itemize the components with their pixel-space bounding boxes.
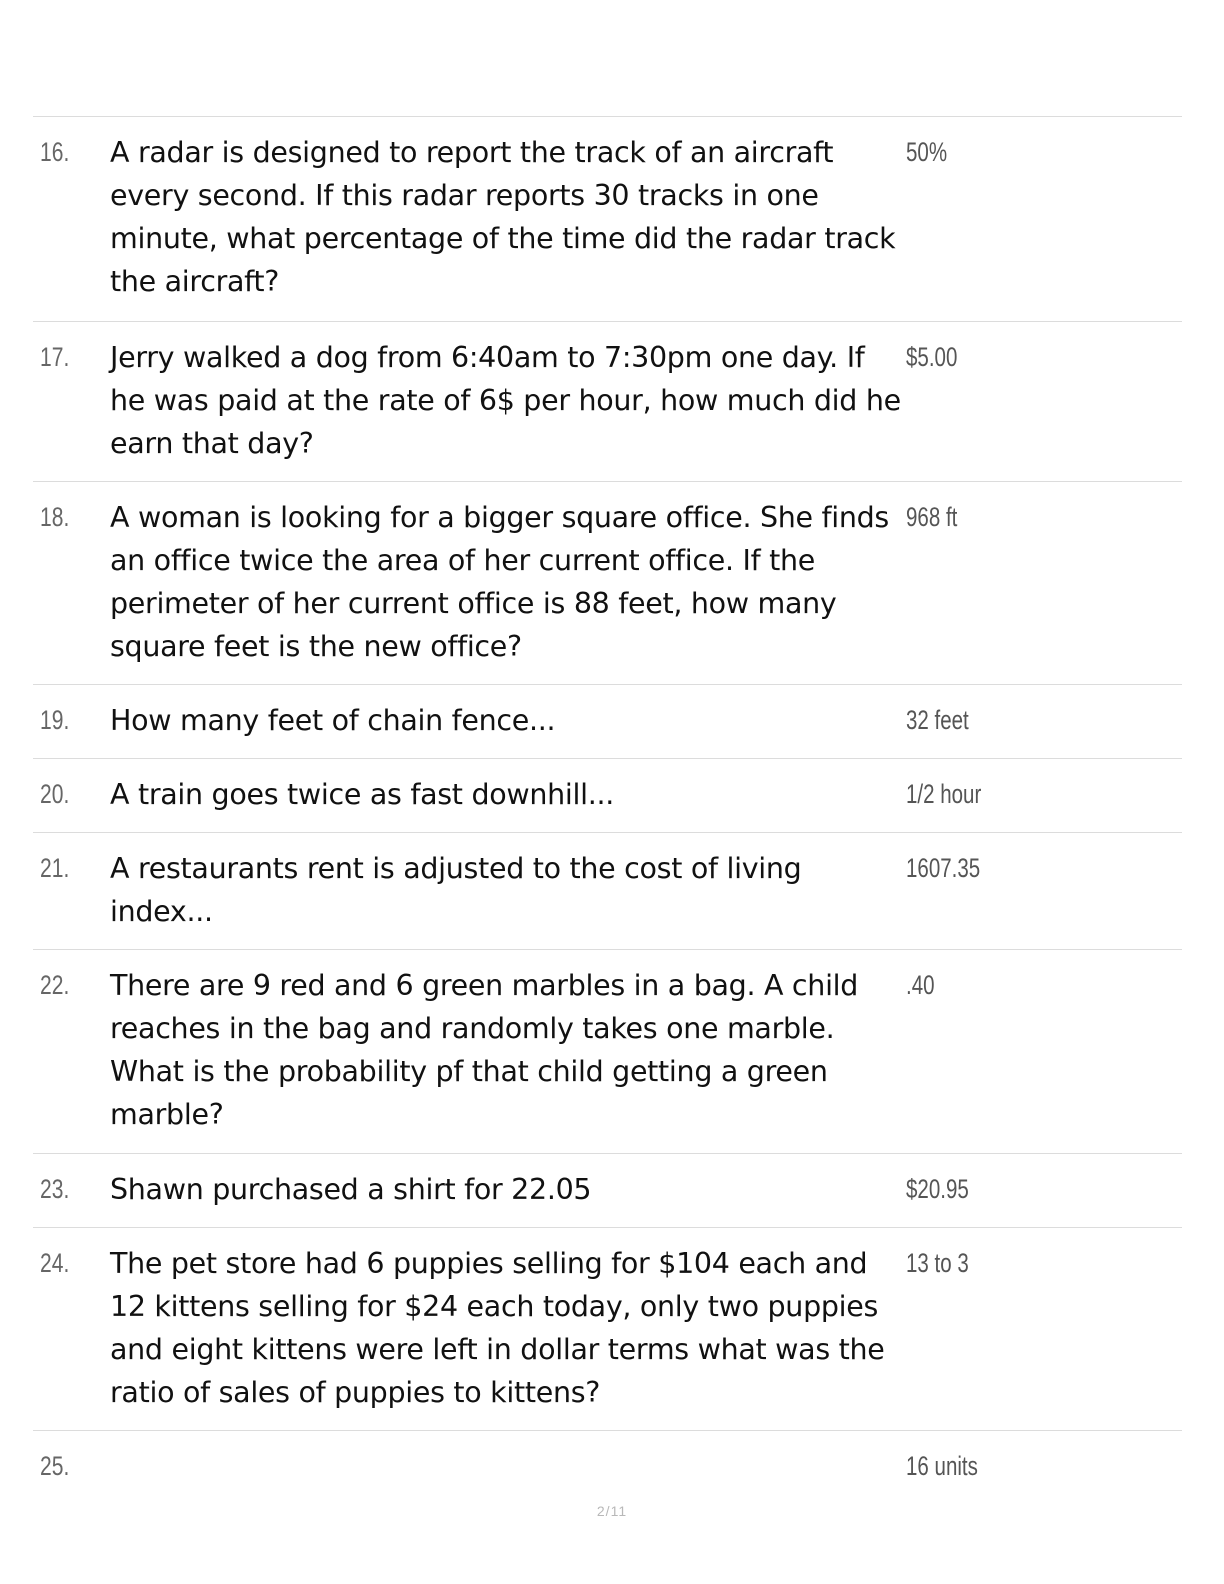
problem-answer: 16 units [906, 1451, 978, 1481]
problem-number: 24. [40, 1248, 70, 1278]
problem-row [33, 759, 1182, 833]
problem-number: 23. [40, 1174, 70, 1204]
problem-row [33, 1431, 1182, 1503]
problem-answer: .40 [906, 970, 935, 1000]
problem-number: 21. [40, 853, 70, 883]
problem-question: A train goes twice as fast downhill... [110, 778, 615, 811]
problem-answer: $20.95 [906, 1174, 969, 1204]
problem-number: 20. [40, 779, 70, 809]
problem-question: A restaurants rent is adjusted to the cost of living index... [110, 852, 802, 928]
problem-number: 16. [40, 137, 70, 167]
problem-question: A radar is designed to report the track of an aircraft every second. If this radar reports 30 tracks in one minute, what percentage of the time did the radar track the aircraft? [110, 136, 896, 298]
problem-row [33, 685, 1182, 759]
problem-question: There are 9 red and 6 green marbles in a bag. A child reaches in the bag and randomly takes one marble. What is the probability pf that child getting a green marble? [110, 969, 859, 1131]
problem-question: Jerry walked a dog from 6:40am to 7:30pm one day. If he was paid at the rate of 6$ per hour, how much did he earn that day? [110, 341, 901, 460]
problem-row [33, 950, 1182, 1154]
problem-row [33, 117, 1182, 322]
problem-answer: 1607.35 [906, 853, 981, 883]
problem-answer: 13 to 3 [906, 1248, 969, 1278]
problem-answer: $5.00 [906, 342, 958, 372]
problem-row [33, 1228, 1182, 1431]
problem-number: 17. [40, 342, 70, 372]
problem-question: How many feet of chain fence... [110, 704, 556, 737]
problem-answer: 32 feet [906, 705, 969, 735]
problem-question: The pet store had 6 puppies selling for $104 each and 12 kittens selling for $24 each today, only two puppies and eight kittens were left in dollar terms what was the ratio of sales of puppies to kittens? [110, 1247, 885, 1409]
problem-answer: 50% [906, 137, 948, 167]
problem-answer: 968 ft [906, 502, 958, 532]
problem-number: 22. [40, 970, 70, 1000]
problem-number: 19. [40, 705, 70, 735]
problem-number: 18. [40, 502, 70, 532]
problem-row [33, 1154, 1182, 1228]
worksheet-table [33, 116, 1182, 1503]
problem-question: A woman is looking for a bigger square office. She finds an office twice the area of her current office. If the perimeter of her current office is 88 feet, how many square feet is the new office? [110, 501, 889, 663]
problem-question: Shawn purchased a shirt for 22.05 [110, 1173, 592, 1206]
page-number: 2/11 [596, 1503, 628, 1519]
problem-row [33, 833, 1182, 950]
problem-row [33, 322, 1182, 482]
problem-number: 25. [40, 1451, 70, 1481]
problem-row [33, 482, 1182, 685]
problem-answer: 1/2 hour [906, 779, 982, 809]
